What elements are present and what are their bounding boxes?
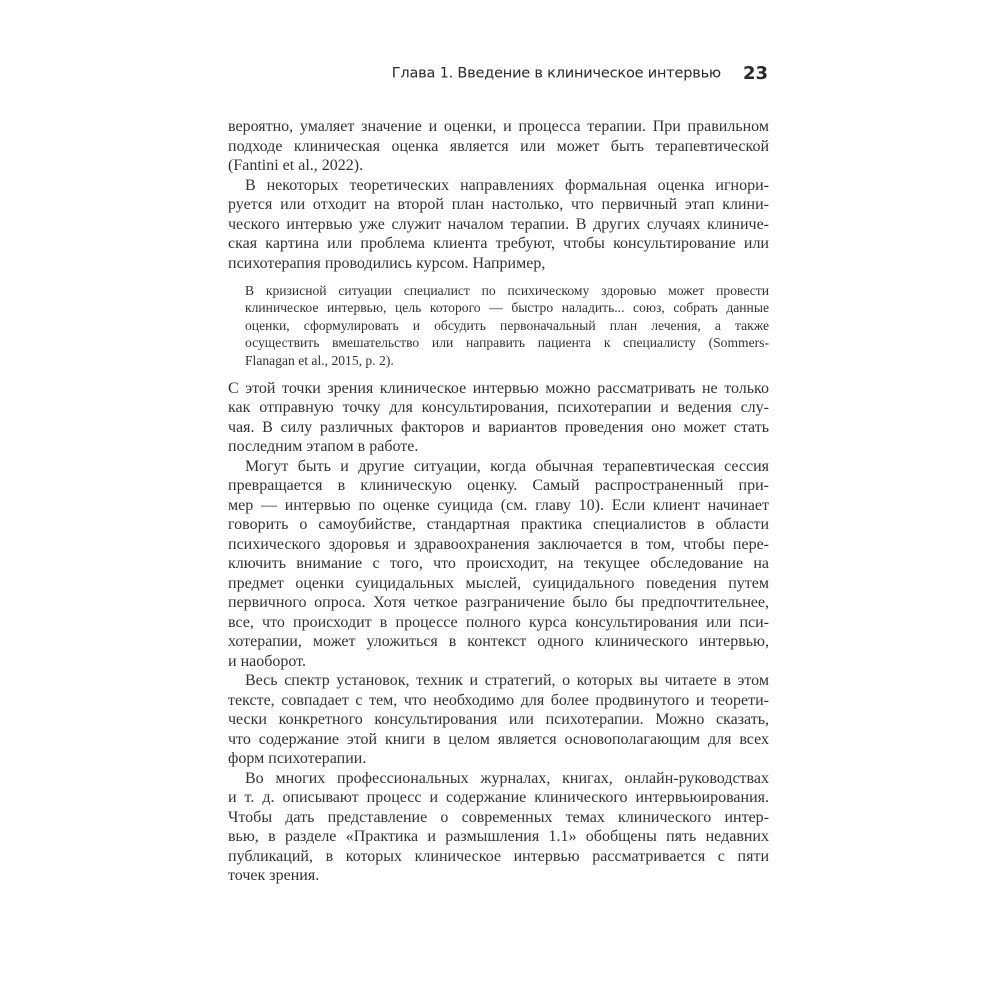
text-line: как отправную точку для консультирования, психотерапии и ведения слу- [228, 399, 769, 417]
text-line: руется или отходит на второй план настолько, что первичный этап клини- [228, 196, 769, 213]
text-line: Чтобы дать представление о современных темах клинического интер- [228, 808, 769, 826]
block-quote [245, 282, 769, 369]
text-line: психического здоровья и здравоохранения заключается в том, чтобы пере- [228, 535, 769, 553]
paragraph [228, 117, 769, 176]
text-line: хотерапии, может уложиться в контекст одного клинического интервью, [228, 633, 769, 651]
text-line: С этой точки зрения клиническое интервью можно рассматривать не только [228, 379, 769, 397]
paragraph [228, 671, 769, 769]
paragraphs-before-quote [228, 117, 769, 273]
quote-line: осуществить вмешательство или направить пациента к специалисту (Sommers- [245, 335, 769, 351]
text-line: чая. В силу различных факторов и вариантов проведения оно может стать [228, 418, 769, 436]
page-number: 23 [742, 63, 768, 84]
text-line: публикаций, в которых клиническое интервью рассматривается с пяти [228, 847, 769, 865]
text-line: вью, в разделе «Практика и размышления 1.1» обобщены пять недавних [228, 828, 769, 846]
quote-line: Flanagan et al., 2015, p. 2). [245, 352, 394, 368]
text-line: ская картина или проблема клиента требуют, чтобы консультирование или [228, 235, 769, 252]
text-line: ческого интервью уже служит началом терапии. В других случаях клиниче- [228, 215, 769, 233]
text-line: Могут быть и другие ситуации, когда обычная терапевтическая сессия [245, 457, 769, 475]
paragraph [228, 457, 769, 672]
text-line: Весь спектр установок, техник и стратегий, о которых вы читаете в этом [245, 672, 769, 690]
page-body [228, 117, 769, 886]
text-line: превращается в клиническую оценку. Самый распространенный при- [228, 477, 769, 495]
text-line: что содержание этой книги в целом является основополагающим для всех [228, 730, 769, 748]
text-line: мер — интервью по оценке суицида (см. главу 10). Если клиент начинает [228, 496, 769, 514]
text-line: точек зрения. [228, 867, 320, 885]
quote-line: оценки, сформулировать и обсудить первоначальный план лечения, а также [245, 317, 769, 333]
text-line: говорить о самоубийстве, стандартная практика специалистов в области [228, 516, 769, 534]
text-line: подходе клиническая оценка является или может быть терапевтической [228, 137, 769, 155]
text-line: все, что происходит в процессе полного курса консультирования или пси- [228, 613, 769, 631]
paragraphs-after-quote [228, 379, 769, 886]
text-line: первичного опроса. Хотя четкое разграничение было бы предпочтительнее, [228, 594, 769, 612]
text-line: ключить внимание с того, что происходит, на текущее обследование на [228, 555, 769, 573]
quote-line: В кризисной ситуации специалист по психическому здоровью может провести [245, 283, 769, 298]
text-line: форм психотерапии. [228, 750, 367, 768]
quote-line: клиническое интервью, цель которого — быстро наладить... союз, собрать данные [245, 300, 769, 316]
text-line: (Fantini et al., 2022). [228, 157, 364, 174]
text-line: и наоборот. [228, 652, 306, 670]
running-header [228, 63, 768, 84]
text-line: вероятно, умаляет значение и оценки, и процесса терапии. При правильном [228, 118, 769, 135]
text-line: чески конкретного консультирования или психотерапии. Можно сказать, [228, 711, 769, 729]
text-line: и т. д. описывают процесс и содержание клинического интервьюирования. [228, 789, 769, 807]
text-line: последним этапом в работе. [228, 438, 419, 456]
paragraph [228, 379, 769, 457]
paragraph [228, 769, 769, 886]
text-line: тексте, совпадает с тем, что необходимо для более продвинутого и теорети- [228, 691, 769, 709]
text-line: Во многих профессиональных журналах, книгах, онлайн-руководствах [245, 769, 769, 787]
text-line: В некоторых теоретических направлениях формальная оценка игнори- [245, 176, 769, 194]
text-line: психотерапия проводились курсом. Например, [228, 254, 546, 272]
text-line: предмет оценки суицидальных мыслей, суицидального поведения путем [228, 574, 769, 592]
chapter-title: Глава 1. Введение в клиническое интервью [391, 65, 721, 82]
paragraph [228, 176, 769, 274]
